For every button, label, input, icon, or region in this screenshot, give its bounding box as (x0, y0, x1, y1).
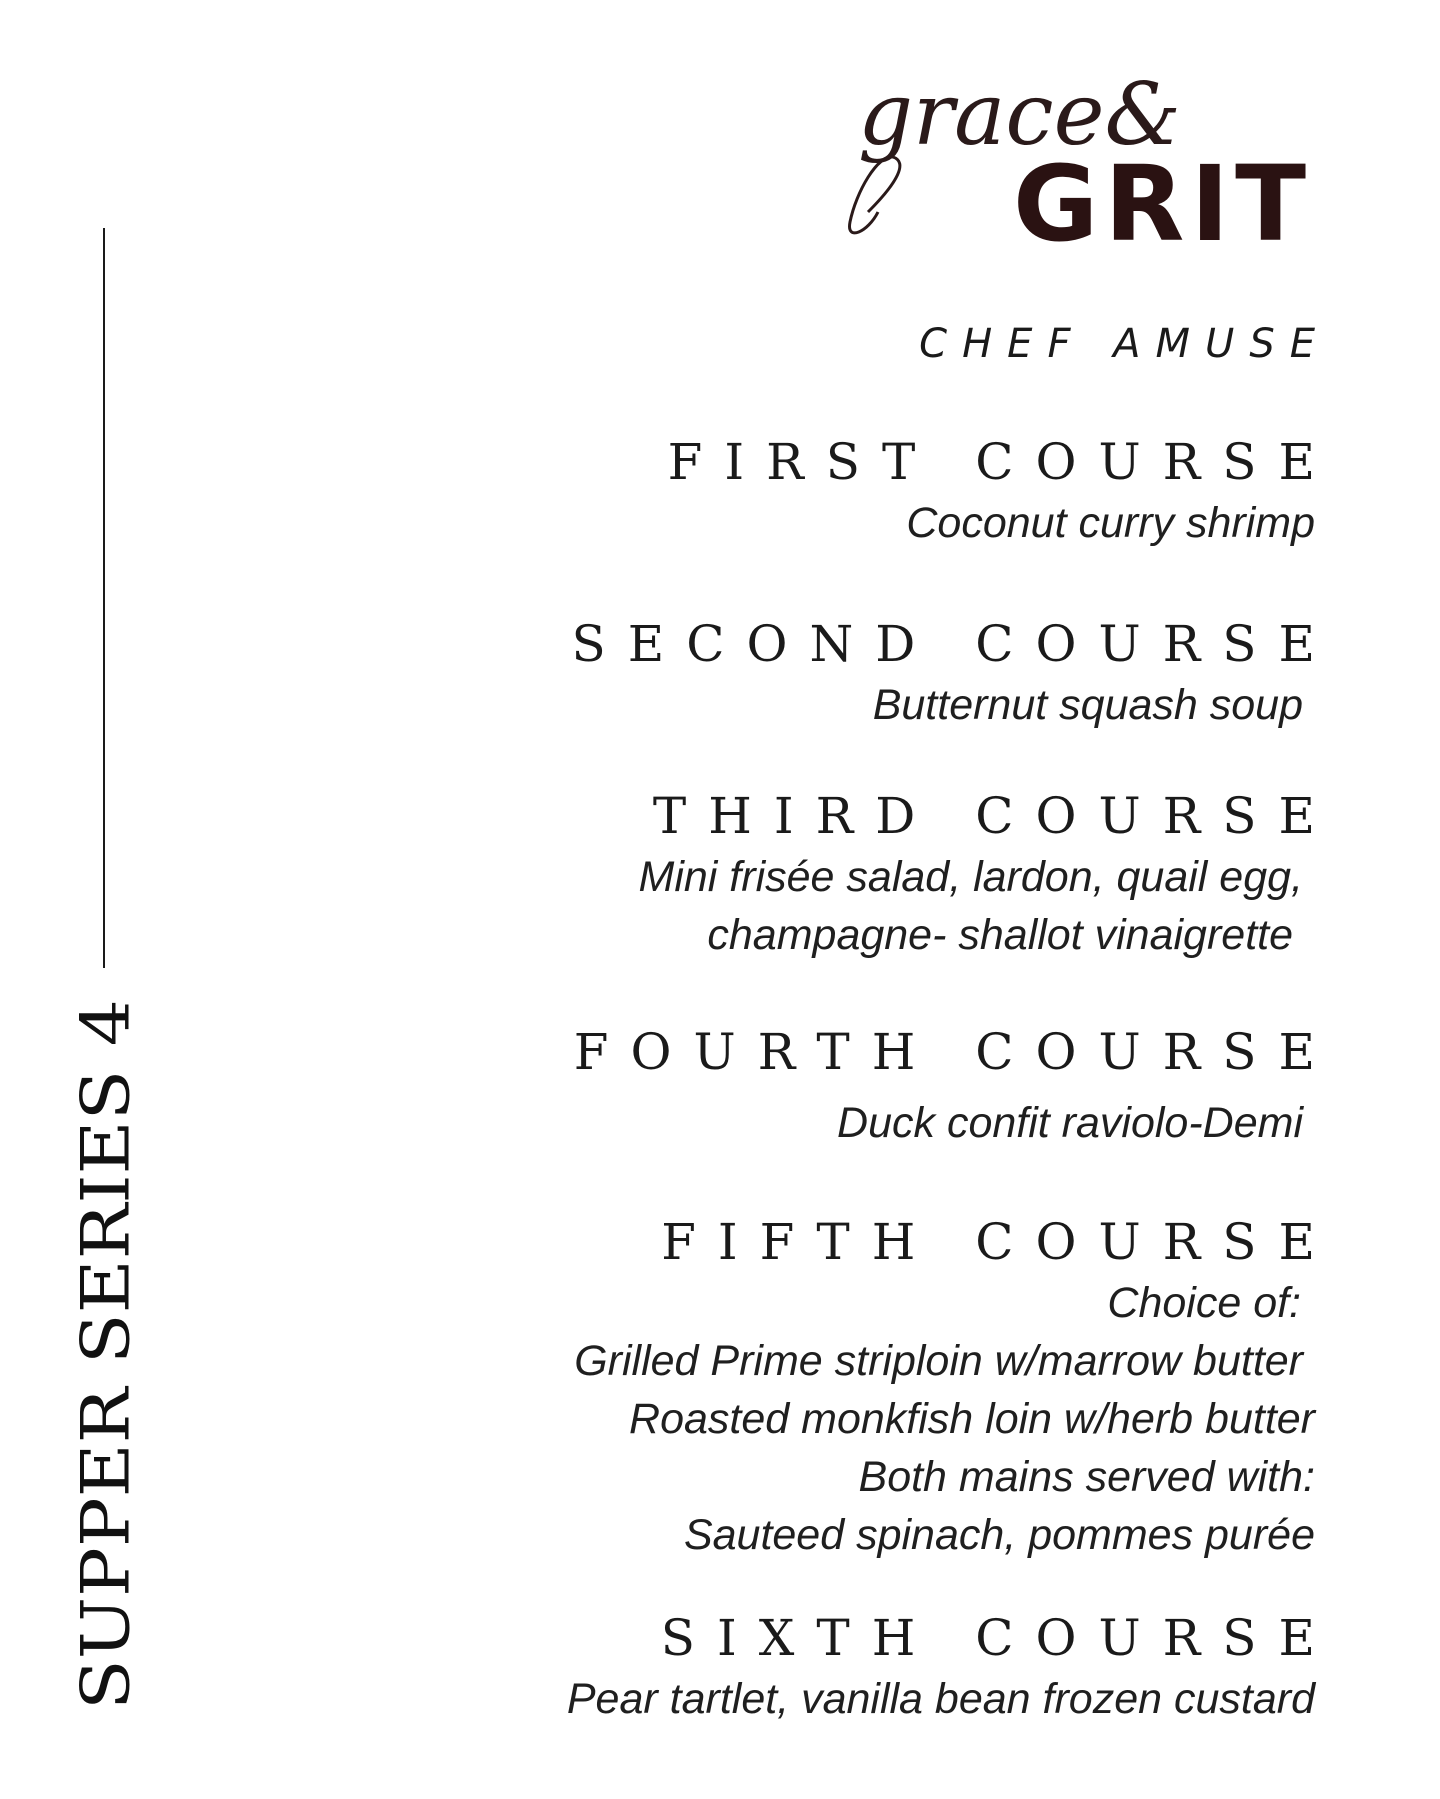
course-title: FIFTH COURSE (661, 1213, 1337, 1271)
course-title: FIRST COURSE (667, 433, 1337, 491)
course-description: Coconut curry shrimp (906, 499, 1315, 547)
course-fourth (415, 1020, 1337, 1152)
logo-script-text: grace& (858, 65, 1182, 165)
course-description: Both mains served with: (858, 1453, 1315, 1501)
course-description: champagne- shallot vinaigrette (707, 911, 1293, 959)
side-title-container (62, 999, 150, 1710)
chef-amuse-heading: CHEF AMUSE (919, 321, 1330, 367)
course-third (415, 784, 1337, 964)
course-description: Sauteed spinach, pommes purée (683, 1511, 1315, 1559)
course-title: SIXTH COURSE (660, 1609, 1337, 1667)
course-fifth (415, 1210, 1337, 1564)
course-description: Grilled Prime striploin w/marrow butter (574, 1337, 1303, 1385)
course-first (415, 430, 1337, 552)
course-description: Butternut squash soup (872, 681, 1303, 729)
course-title: SECOND COURSE (571, 615, 1337, 673)
course-title: FOURTH COURSE (573, 1023, 1337, 1081)
course-description: Duck confit raviolo-Demi (837, 1099, 1303, 1147)
vertical-divider-line (103, 228, 105, 968)
side-title (62, 999, 150, 1710)
course-description: Choice of: (1107, 1279, 1301, 1327)
course-second (415, 612, 1337, 734)
logo-bold-text: GRIT (1013, 143, 1313, 265)
side-title-text: SUPPER SERIES 4 (67, 999, 145, 1710)
grace-and-grit-logo (838, 62, 1313, 265)
course-sixth (415, 1606, 1337, 1728)
menu-list (415, 318, 1337, 1728)
course-description: Roasted monkfish loin w/herb butter (629, 1395, 1315, 1443)
course-description: Pear tartlet, vanilla bean frozen custard (566, 1675, 1315, 1723)
course-description: Mini frisée salad, lardon, quail egg, (638, 853, 1303, 901)
course-title: THIRD COURSE (652, 787, 1337, 845)
